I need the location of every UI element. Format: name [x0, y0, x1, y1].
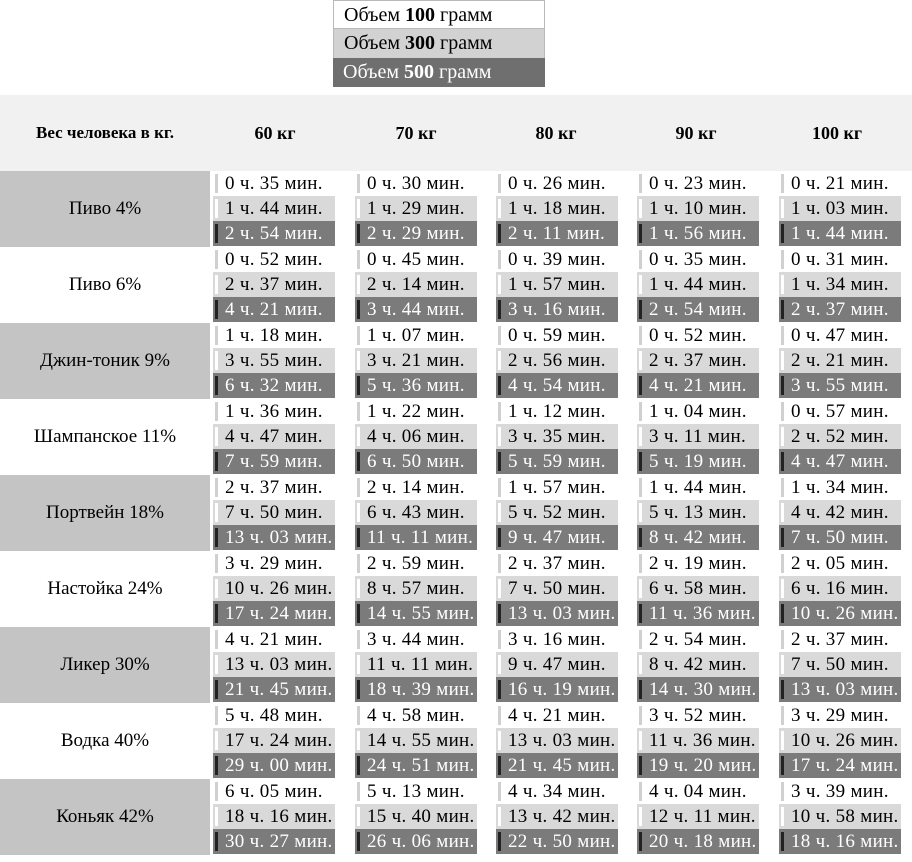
time-value-300g: 5 ч. 52 мин. — [496, 500, 618, 525]
time-value-500g: 22 ч. 50 мин. — [496, 829, 618, 854]
time-cell — [213, 399, 335, 475]
time-value-300g: 7 ч. 50 мин. — [496, 576, 618, 601]
time-value-500g: 29 ч. 00 мин. — [213, 753, 335, 778]
time-value-500g: 13 ч. 03 мин. — [213, 525, 335, 550]
time-value-100g: 2 ч. 05 мин. — [779, 551, 901, 576]
time-cell — [355, 247, 477, 323]
table-row — [0, 551, 912, 627]
time-cell — [779, 703, 901, 779]
time-value-100g: 0 ч. 30 мин. — [355, 171, 477, 196]
time-value-300g: 13 ч. 42 мин. — [496, 804, 618, 829]
time-value-300g: 6 ч. 16 мин. — [779, 576, 901, 601]
time-value-500g: 11 ч. 36 мин. — [637, 601, 759, 626]
weight-column-header: 100 кг — [811, 123, 863, 143]
time-value-100g: 0 ч. 52 мин. — [213, 247, 335, 272]
time-value-500g: 5 ч. 36 мин. — [355, 373, 477, 398]
table-row — [0, 703, 912, 779]
time-cell — [496, 551, 618, 627]
weight-column-header: 70 кг — [395, 123, 437, 143]
time-value-300g: 10 ч. 58 мин. — [779, 804, 901, 829]
time-value-300g: 4 ч. 47 мин. — [213, 424, 335, 449]
time-value-300g: 13 ч. 03 мин. — [496, 728, 618, 753]
time-cell — [213, 627, 335, 703]
table-row — [0, 627, 912, 703]
time-value-500g: 4 ч. 47 мин. — [779, 449, 901, 474]
time-cell — [213, 475, 335, 551]
time-value-500g: 3 ч. 55 мин. — [779, 373, 901, 398]
time-cell — [779, 627, 901, 703]
time-cell — [213, 247, 335, 323]
time-value-100g: 0 ч. 31 мин. — [779, 247, 901, 272]
time-cell — [779, 399, 901, 475]
legend-item-500g — [333, 58, 545, 87]
time-cell — [637, 551, 759, 627]
time-cell — [496, 627, 618, 703]
time-value-300g: 6 ч. 43 мин. — [355, 500, 477, 525]
time-value-300g: 17 ч. 24 мин. — [213, 728, 335, 753]
time-value-100g: 0 ч. 59 мин. — [496, 323, 618, 348]
time-cell — [779, 323, 901, 399]
table-body — [0, 171, 912, 855]
time-value-300g: 1 ч. 29 мин. — [355, 196, 477, 221]
time-value-100g: 0 ч. 47 мин. — [779, 323, 901, 348]
drink-label: Пиво 6% — [0, 247, 210, 323]
weight-column-header: 90 кг — [675, 123, 717, 143]
time-cell — [355, 551, 477, 627]
time-value-500g: 7 ч. 59 мин. — [213, 449, 335, 474]
time-value-100g: 3 ч. 39 мин. — [779, 779, 901, 804]
time-value-100g: 0 ч. 26 мин. — [496, 171, 618, 196]
time-value-100g: 0 ч. 35 мин. — [637, 247, 759, 272]
legend-unit: грамм — [440, 4, 493, 26]
time-cell — [637, 247, 759, 323]
time-value-100g: 2 ч. 54 мин. — [637, 627, 759, 652]
time-value-100g: 2 ч. 37 мин. — [496, 551, 618, 576]
time-value-100g: 3 ч. 16 мин. — [496, 627, 618, 652]
time-value-500g: 1 ч. 56 мин. — [637, 221, 759, 246]
time-value-100g: 5 ч. 48 мин. — [213, 703, 335, 728]
time-value-300g: 1 ч. 18 мин. — [496, 196, 618, 221]
time-cell — [496, 399, 618, 475]
time-value-100g: 4 ч. 21 мин. — [496, 703, 618, 728]
time-value-100g: 1 ч. 44 мин. — [637, 475, 759, 500]
time-cell — [355, 627, 477, 703]
time-cell — [496, 779, 618, 855]
time-value-100g: 4 ч. 04 мин. — [637, 779, 759, 804]
time-cell — [355, 475, 477, 551]
time-value-500g: 4 ч. 54 мин. — [496, 373, 618, 398]
legend-prefix: Объем — [344, 32, 400, 54]
legend-value: 100 — [405, 4, 435, 26]
time-value-300g: 18 ч. 16 мин. — [213, 804, 335, 829]
time-value-500g: 5 ч. 19 мин. — [637, 449, 759, 474]
time-cell — [779, 475, 901, 551]
time-cell — [355, 779, 477, 855]
weight-column-header: 80 кг — [535, 123, 577, 143]
time-value-300g: 1 ч. 44 мин. — [213, 196, 335, 221]
time-value-100g: 1 ч. 04 мин. — [637, 399, 759, 424]
time-value-100g: 1 ч. 07 мин. — [355, 323, 477, 348]
time-value-100g: 2 ч. 14 мин. — [355, 475, 477, 500]
time-cell — [779, 247, 901, 323]
time-cell — [779, 779, 901, 855]
time-value-500g: 17 ч. 24 мин. — [213, 601, 335, 626]
time-value-100g: 2 ч. 37 мин. — [213, 475, 335, 500]
time-cell — [637, 779, 759, 855]
time-value-100g: 2 ч. 19 мин. — [637, 551, 759, 576]
alcohol-elimination-table — [0, 95, 912, 855]
time-cell — [637, 703, 759, 779]
time-value-500g: 19 ч. 20 мин. — [637, 753, 759, 778]
time-value-300g: 3 ч. 11 мин. — [637, 424, 759, 449]
legend-prefix: Объем — [344, 4, 400, 26]
legend-item-300g — [333, 29, 545, 58]
time-value-300g: 2 ч. 14 мин. — [355, 272, 477, 297]
time-value-100g: 3 ч. 29 мин. — [213, 551, 335, 576]
time-cell — [213, 703, 335, 779]
drink-label: Ликер 30% — [0, 627, 210, 703]
time-value-500g: 13 ч. 03 мин. — [496, 601, 618, 626]
time-value-500g: 4 ч. 21 мин. — [637, 373, 759, 398]
time-value-100g: 0 ч. 45 мин. — [355, 247, 477, 272]
time-value-500g: 10 ч. 26 мин. — [779, 601, 901, 626]
time-value-300g: 1 ч. 57 мин. — [496, 272, 618, 297]
time-cell — [355, 399, 477, 475]
time-cell — [496, 171, 618, 247]
time-value-500g: 21 ч. 45 мин. — [213, 677, 335, 702]
time-value-100g: 4 ч. 58 мин. — [355, 703, 477, 728]
time-value-100g: 0 ч. 57 мин. — [779, 399, 901, 424]
time-value-100g: 3 ч. 52 мин. — [637, 703, 759, 728]
time-value-500g: 17 ч. 24 мин. — [779, 753, 901, 778]
time-value-300g: 2 ч. 37 мин. — [213, 272, 335, 297]
time-value-300g: 10 ч. 26 мин. — [213, 576, 335, 601]
time-value-100g: 1 ч. 36 мин. — [213, 399, 335, 424]
time-value-500g: 26 ч. 06 мин. — [355, 829, 477, 854]
time-value-500g: 6 ч. 32 мин. — [213, 373, 335, 398]
time-cell — [355, 703, 477, 779]
time-cell — [355, 171, 477, 247]
time-value-100g: 3 ч. 44 мин. — [355, 627, 477, 652]
time-cell — [496, 247, 618, 323]
time-cell — [496, 703, 618, 779]
time-value-500g: 18 ч. 39 мин. — [355, 677, 477, 702]
table-header-row — [0, 95, 912, 171]
time-cell — [213, 323, 335, 399]
time-cell — [637, 399, 759, 475]
legend-item-100g — [333, 0, 545, 29]
table-row — [0, 323, 912, 399]
legend-value: 300 — [405, 32, 435, 54]
drink-label: Джин-тоник 9% — [0, 323, 210, 399]
time-value-300g: 13 ч. 03 мин. — [213, 652, 335, 677]
time-value-500g: 30 ч. 27 мин. — [213, 829, 335, 854]
time-value-500g: 18 ч. 16 мин. — [779, 829, 901, 854]
time-value-300g: 15 ч. 40 мин. — [355, 804, 477, 829]
time-value-300g: 7 ч. 50 мин. — [779, 652, 901, 677]
time-value-300g: 1 ч. 34 мин. — [779, 272, 901, 297]
time-value-300g: 6 ч. 58 мин. — [637, 576, 759, 601]
time-value-500g: 7 ч. 50 мин. — [779, 525, 901, 550]
time-value-100g: 4 ч. 21 мин. — [213, 627, 335, 652]
time-value-100g: 2 ч. 59 мин. — [355, 551, 477, 576]
weight-column-header: 60 кг — [254, 123, 296, 143]
time-value-300g: 4 ч. 06 мин. — [355, 424, 477, 449]
time-value-300g: 11 ч. 36 мин. — [637, 728, 759, 753]
drink-label: Водка 40% — [0, 703, 210, 779]
table-row — [0, 475, 912, 551]
table-row — [0, 779, 912, 855]
time-cell — [637, 627, 759, 703]
time-value-500g: 11 ч. 11 мин. — [355, 525, 477, 550]
time-value-300g: 2 ч. 21 мин. — [779, 348, 901, 373]
time-value-300g: 7 ч. 50 мин. — [213, 500, 335, 525]
time-value-300g: 12 ч. 11 мин. — [637, 804, 759, 829]
time-cell — [779, 171, 901, 247]
time-value-500g: 2 ч. 29 мин. — [355, 221, 477, 246]
time-value-500g: 1 ч. 44 мин. — [779, 221, 901, 246]
time-value-300g: 9 ч. 47 мин. — [496, 652, 618, 677]
time-value-300g: 10 ч. 26 мин. — [779, 728, 901, 753]
time-cell — [213, 171, 335, 247]
time-value-500g: 4 ч. 21 мин. — [213, 297, 335, 322]
time-value-500g: 3 ч. 44 мин. — [355, 297, 477, 322]
time-value-100g: 3 ч. 29 мин. — [779, 703, 901, 728]
time-value-100g: 5 ч. 13 мин. — [355, 779, 477, 804]
time-value-300g: 3 ч. 35 мин. — [496, 424, 618, 449]
table-row — [0, 399, 912, 475]
time-value-100g: 2 ч. 37 мин. — [779, 627, 901, 652]
time-value-100g: 1 ч. 18 мин. — [213, 323, 335, 348]
time-value-500g: 14 ч. 30 мин. — [637, 677, 759, 702]
time-value-500g: 9 ч. 47 мин. — [496, 525, 618, 550]
time-value-300g: 3 ч. 21 мин. — [355, 348, 477, 373]
time-value-500g: 2 ч. 11 мин. — [496, 221, 618, 246]
time-value-100g: 4 ч. 34 мин. — [496, 779, 618, 804]
weight-header-label: Вес человека в кг. — [36, 123, 174, 142]
table-row — [0, 171, 912, 247]
time-value-300g: 1 ч. 03 мин. — [779, 196, 901, 221]
time-value-500g: 2 ч. 37 мин. — [779, 297, 901, 322]
time-value-100g: 0 ч. 39 мин. — [496, 247, 618, 272]
time-value-500g: 24 ч. 51 мин. — [355, 753, 477, 778]
time-cell — [637, 475, 759, 551]
legend-unit: грамм — [439, 61, 492, 83]
time-value-300g: 4 ч. 42 мин. — [779, 500, 901, 525]
time-value-100g: 0 ч. 23 мин. — [637, 171, 759, 196]
legend-value: 500 — [404, 61, 434, 83]
time-cell — [496, 323, 618, 399]
time-value-300g: 2 ч. 52 мин. — [779, 424, 901, 449]
time-value-100g: 0 ч. 35 мин. — [213, 171, 335, 196]
time-value-100g: 0 ч. 52 мин. — [637, 323, 759, 348]
time-value-500g: 5 ч. 59 мин. — [496, 449, 618, 474]
time-value-300g: 8 ч. 57 мин. — [355, 576, 477, 601]
time-cell — [355, 323, 477, 399]
time-value-300g: 2 ч. 56 мин. — [496, 348, 618, 373]
time-value-300g: 14 ч. 55 мин. — [355, 728, 477, 753]
legend-unit: грамм — [440, 32, 493, 54]
time-value-500g: 8 ч. 42 мин. — [637, 525, 759, 550]
volume-legend — [333, 0, 545, 87]
time-cell — [637, 171, 759, 247]
time-value-300g: 5 ч. 13 мин. — [637, 500, 759, 525]
time-cell — [213, 551, 335, 627]
time-value-300g: 1 ч. 10 мин. — [637, 196, 759, 221]
time-value-300g: 2 ч. 37 мин. — [637, 348, 759, 373]
time-value-500g: 20 ч. 18 мин. — [637, 829, 759, 854]
time-value-500g: 2 ч. 54 мин. — [213, 221, 335, 246]
time-value-500g: 14 ч. 55 мин. — [355, 601, 477, 626]
time-cell — [637, 323, 759, 399]
time-value-100g: 1 ч. 57 мин. — [496, 475, 618, 500]
drink-label: Шампанское 11% — [0, 399, 210, 475]
drink-label: Коньяк 42% — [0, 779, 210, 855]
time-value-100g: 1 ч. 22 мин. — [355, 399, 477, 424]
drink-label: Пиво 4% — [0, 171, 210, 247]
time-value-100g: 0 ч. 21 мин. — [779, 171, 901, 196]
table-row — [0, 247, 912, 323]
time-value-300g: 8 ч. 42 мин. — [637, 652, 759, 677]
time-value-500g: 16 ч. 19 мин. — [496, 677, 618, 702]
time-value-500g: 6 ч. 50 мин. — [355, 449, 477, 474]
time-value-500g: 2 ч. 54 мин. — [637, 297, 759, 322]
legend-prefix: Объем — [343, 61, 399, 83]
time-value-500g: 13 ч. 03 мин. — [779, 677, 901, 702]
time-value-100g: 6 ч. 05 мин. — [213, 779, 335, 804]
time-value-300g: 11 ч. 11 мин. — [355, 652, 477, 677]
time-cell — [496, 475, 618, 551]
time-value-300g: 1 ч. 44 мин. — [637, 272, 759, 297]
drink-label: Настойка 24% — [0, 551, 210, 627]
time-cell — [779, 551, 901, 627]
time-value-100g: 1 ч. 34 мин. — [779, 475, 901, 500]
drink-label: Портвейн 18% — [0, 475, 210, 551]
time-value-300g: 3 ч. 55 мин. — [213, 348, 335, 373]
time-value-100g: 1 ч. 12 мин. — [496, 399, 618, 424]
time-value-500g: 3 ч. 16 мин. — [496, 297, 618, 322]
time-cell — [213, 779, 335, 855]
time-value-500g: 21 ч. 45 мин. — [496, 753, 618, 778]
